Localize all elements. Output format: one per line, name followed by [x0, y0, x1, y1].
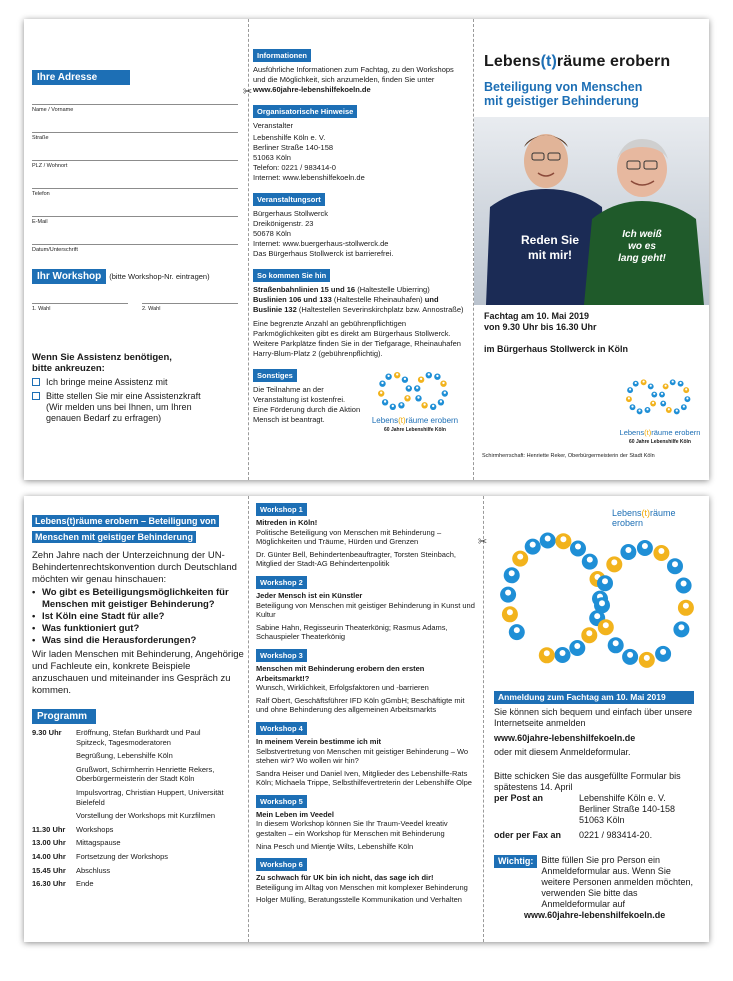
logo-figure-head-icon — [643, 380, 645, 382]
workshop-people: Sabine Hahn, Regisseurin Theaterkönig; Rasmus Adams, Schauspieler Theaterkönig — [256, 622, 448, 642]
important-url[interactable]: www.60jahre-lebenshilfekoeln.de — [524, 910, 666, 920]
program-item: Workshops — [76, 824, 114, 834]
logo-tag-years: 60 Jahre — [629, 439, 650, 445]
logo-figure-head-icon — [599, 600, 605, 606]
workshop-people: Ralf Obert, Geschäftsführer IFD Köln gGmbH; Beschäftigte mit und ohne Behinderung des allgemeinen Arbeitsmarkts — [256, 695, 465, 715]
logo-figure-head-icon — [658, 548, 664, 554]
workshop-desc: Beteiligung von Menschen mit geistiger Behinderung in Kunst und Kultur — [256, 600, 475, 620]
registration-heading: Anmeldung zum Fachtag am 10. Mai 2019 — [494, 691, 694, 704]
tram-lines: Straßenbahnlinien 15 und 16 — [253, 285, 356, 294]
bullet-icon: • — [32, 587, 36, 598]
workshop-label: Workshop 4 — [256, 722, 307, 735]
logo-figure-head-icon — [681, 581, 687, 587]
logo-figure-head-icon — [545, 536, 551, 542]
workshop-title: Jeder Mensch ist ein Künstler — [256, 590, 363, 600]
program-row — [32, 838, 244, 848]
org-line: Telefon: 0221 / 983414-0 — [253, 163, 336, 172]
zip-city-field[interactable] — [32, 133, 238, 169]
logo-figure-head-icon — [668, 408, 670, 410]
logo-word: Lebens — [371, 416, 399, 425]
workshop-5 — [256, 791, 478, 851]
program-row — [32, 866, 244, 876]
logo-figure-head-icon — [417, 396, 419, 398]
registration-deadline: Bitte schicken Sie das ausgefüllte Formular bis spätestens 14. April — [494, 771, 681, 792]
logo-figure-head-icon — [442, 382, 444, 384]
logo-word: Lebens — [619, 428, 645, 437]
workshop-people: Sandra Heiser und Daniel Iven, Mitglieder des Lebenshilfe-Rats Köln; Michaela Trippe, Selbsthilfevertreterin der Lebenshilfe Olpe — [256, 768, 472, 788]
logo-figure-head-icon — [514, 627, 520, 633]
cover-title — [484, 53, 709, 71]
slogan-line: Ich weiß — [622, 229, 662, 240]
workshop-title: Mein Leben im Veedel — [256, 809, 334, 819]
logo-figure-head-icon — [586, 630, 592, 636]
logo-figure-head-icon — [416, 387, 418, 389]
assist-own-checkbox[interactable] — [32, 377, 238, 388]
logo-figure-head-icon — [680, 382, 682, 384]
logo-figure-head-icon — [420, 378, 422, 380]
title-part: Lebens — [484, 53, 541, 70]
fax-row — [494, 830, 702, 841]
question-item — [32, 611, 244, 623]
workshop-3 — [256, 645, 478, 715]
logo-figure-head-icon — [381, 382, 383, 384]
bullet-icon: • — [32, 611, 36, 622]
logo-word: räume erobern — [651, 428, 701, 437]
logo-figure-head-icon — [440, 400, 442, 402]
logo-figure-head-icon — [642, 543, 648, 549]
workshop-2 — [256, 572, 478, 642]
misc-text: Die Teilnahme an der Veranstaltung ist kostenfrei. Eine Förderung durch die Aktion Mensch ist beantragt. — [253, 385, 361, 424]
org-line: Internet: www.lebenshilfekoeln.de — [253, 173, 365, 182]
org-heading: Organisatorische Hinweise — [253, 105, 357, 118]
logo-ring-icon — [494, 508, 699, 678]
logo-figure-head-icon — [392, 405, 394, 407]
logo-figure-head-icon — [509, 570, 515, 576]
logo-figure-head-icon — [436, 375, 438, 377]
logo-figure-head-icon — [560, 650, 566, 656]
workshop-heading: Ihr Workshop — [32, 269, 106, 284]
bus-line — [253, 295, 465, 315]
slogan-line: lang geht! — [618, 253, 666, 264]
event-date: Fachtag am 10. Mai 2019 — [484, 311, 590, 321]
cover-subtitle — [484, 80, 709, 108]
checkbox-icon[interactable] — [32, 378, 40, 386]
logo-figure-head-icon — [646, 408, 648, 410]
intro-closing: Wir laden Menschen mit Behinderung, Angehörige und Fachleute ein, konkrete Beispiele anzuschauen und miteinander ins Gespräch zu kommen. — [32, 649, 244, 696]
registration-form-panel — [24, 19, 248, 480]
logo-figure-head-icon — [423, 403, 425, 405]
logo-figure-head-icon — [587, 557, 593, 563]
logo-figure-head-icon — [660, 649, 666, 655]
workshop-title: Zu schwach für UK bin ich nicht, das sage ich dir! — [256, 873, 434, 883]
subtitle-line: mit geistiger Behinderung — [484, 94, 639, 108]
venue-line: 50678 Köln — [253, 229, 291, 238]
logo-figure-head-icon — [384, 400, 386, 402]
important-note — [494, 855, 702, 910]
program-item: Begrüßung, Lebenshilfe Köln — [76, 751, 173, 761]
flyer-inside — [24, 496, 709, 942]
program-heading: Programm — [32, 709, 96, 724]
program-item: Fortsetzung der Workshops — [76, 851, 168, 861]
workshop-desc: In diesem Workshop können Sie Ihr Traum-Veedel kreativ gestalten – ein Workshop für Menschen mit Behinderung — [256, 819, 448, 839]
org-line: Veranstalter — [253, 121, 294, 130]
bullet-icon: • — [32, 623, 36, 634]
fax-number: 0221 / 983414-20. — [579, 830, 653, 840]
bus-lines: Buslinien 106 und 133 — [253, 295, 332, 304]
logo-figure-head-icon — [629, 388, 631, 390]
logo-word: räume erobern — [405, 416, 459, 425]
phone-field[interactable] — [32, 161, 238, 197]
slogan-line: Reden Sie — [520, 233, 580, 247]
field-label: 1. Wahl — [32, 306, 51, 312]
workshop-title: Mitreden in Köln! — [256, 518, 318, 527]
program-item: Vorstellung der Workshops mit Kurzfilmen — [76, 811, 216, 821]
logo-figure-head-icon — [686, 397, 688, 399]
big-logo — [494, 508, 699, 678]
patron-line: Schirmherrschaft: Henriette Reker, Oberbürgermeisterin der Stadt Köln — [482, 453, 655, 459]
post-line: Berliner Straße 140-158 — [579, 804, 676, 814]
event-venue: im Bürgerhaus Stollwerck in Köln — [484, 344, 629, 354]
org-line: 51063 Köln — [253, 153, 291, 162]
workshop-label: Workshop 1 — [256, 503, 307, 516]
field-label: Name / Vorname — [32, 107, 74, 113]
title-part: räume erobern — [556, 53, 671, 70]
logo-wordmark — [612, 508, 699, 528]
logo-figure-head-icon — [432, 405, 434, 407]
fax-label: oder per Fax an — [494, 830, 562, 840]
registration-panel — [492, 496, 704, 942]
program-item: Mittagspause — [76, 838, 121, 848]
logo-figure-head-icon — [611, 559, 617, 565]
program-row — [32, 728, 244, 821]
intro-panel — [32, 496, 244, 942]
cover-panel — [474, 19, 709, 480]
logo-figure-head-icon — [517, 554, 523, 560]
logo-figure-head-icon — [408, 387, 410, 389]
cover-logo — [614, 365, 706, 445]
logo-figure-head-icon — [661, 393, 663, 395]
logo-figure-head-icon — [505, 590, 511, 596]
scissors-icon: ✂ — [243, 85, 253, 98]
option-label: Bitte stellen Sie mir eine Assistenzkraft (Wir melden uns bei Ihnen, um Ihren genauen Bedarf zu erfragen) — [46, 391, 201, 423]
program-time: 9.30 Uhr — [32, 728, 62, 737]
logo-figure-head-icon — [560, 536, 566, 542]
program-item: Eröffnung, Stefan Burkhardt und Paul Spitzeck, Tagesmoderatoren — [76, 728, 201, 747]
venue-line: Internet: www.buergerhaus-stollwerck.de — [253, 239, 389, 248]
logo-figure-head-icon — [650, 385, 652, 387]
misc-heading: Sonstiges — [253, 369, 297, 382]
post-lines — [579, 793, 675, 826]
logo-figure-head-icon — [428, 373, 430, 375]
post-line: Lebenshilfe Köln e. V. — [579, 793, 666, 803]
logo-tag — [365, 427, 465, 433]
workshop-title: Menschen mit Behinderung erobern den ersten Arbeitsmarkt!? — [256, 663, 425, 683]
venue-heading: Veranstaltungsort — [253, 193, 325, 206]
cover-photo — [474, 117, 709, 305]
street-field[interactable] — [32, 105, 238, 141]
question-item — [32, 587, 244, 611]
logo-figure-head-icon — [530, 542, 536, 548]
logo-ring-icon — [365, 365, 465, 413]
intro-title: Lebens(t)räume erobern – Beteiligung von Menschen mit geistiger Behinderung — [32, 515, 219, 543]
workshop-desc: Beteiligung im Alltag von Menschen mit komplexer Behinderung — [256, 882, 468, 892]
assist-request-checkbox[interactable] — [32, 391, 238, 424]
logo-figure-head-icon — [400, 403, 402, 405]
logo-figure-head-icon — [602, 578, 608, 584]
info-panel — [253, 19, 473, 480]
venue-line: Bürgerhaus Stollwerck — [253, 209, 329, 218]
logo-figure-head-icon — [628, 397, 630, 399]
logo-word: (t) — [644, 428, 652, 437]
assist-question: Wenn Sie Assistenz benötigen, — [32, 352, 172, 363]
info-url[interactable]: www.60jahre-lebenshilfekoeln.de — [253, 85, 371, 94]
intro-lead: Zehn Jahre nach der Unterzeichnung der UN-Behindertenrechtskonvention durch Deutschland möchten wir genau hinschauen: — [32, 550, 237, 585]
bus-lines: und Buslinie 132 — [253, 295, 439, 314]
title-part: (t) — [540, 53, 557, 70]
logo-figure-head-icon — [653, 393, 655, 395]
logo-word: (t) — [641, 508, 651, 518]
logo-figure-head-icon — [444, 392, 446, 394]
workshop-people: Holger Mülling, Beratungsstelle Kommunikation und Verhalten — [256, 895, 462, 905]
post-line: 51063 Köln — [579, 815, 625, 825]
logo-ring-icon — [614, 365, 706, 425]
workshop-people: Dr. Günter Bell, Behindertenbeauftragter, Torsten Steinbach, Mitglied der Stadt-AG Behindertenpolitik — [256, 549, 456, 569]
field-label: Datum/Unterschrift — [32, 247, 78, 253]
logo-figure-head-icon — [627, 652, 633, 658]
name-field[interactable] — [32, 89, 238, 113]
question-item — [32, 635, 244, 647]
logo-figure-head-icon — [652, 402, 654, 404]
subtitle-line: Beteiligung von Menschen — [484, 80, 643, 94]
workshop-people: Nina Pesch und Mientje Wilts, Lebenshilfe Köln — [256, 841, 414, 851]
logo-word: Lebens — [612, 508, 642, 518]
workshop-choice-2[interactable] — [142, 288, 238, 312]
logo-figure-head-icon — [613, 640, 619, 646]
venue-line: Das Bürgerhaus Stollwerck ist barrierefrei. — [253, 249, 394, 258]
logo-figure-head-icon — [406, 396, 408, 398]
logo-figure-head-icon — [685, 388, 687, 390]
logo-figure-head-icon — [544, 650, 550, 656]
question-list — [32, 587, 244, 647]
question-item — [32, 623, 244, 635]
logo-tag-org: Lebenshilfe Köln — [650, 439, 691, 445]
slogan-line: mit mir! — [527, 248, 572, 262]
logo-figure-head-icon — [380, 392, 382, 394]
scissors-icon: ✂ — [478, 535, 488, 548]
question-text: Was funktioniert gut? — [42, 623, 140, 634]
slogan-line: wo es — [628, 241, 656, 252]
logo-word: räume erobern — [612, 508, 676, 528]
program-time: 13.00 Uhr — [32, 838, 66, 848]
logo-figure-head-icon — [575, 544, 581, 550]
checkbox-icon[interactable] — [32, 392, 40, 400]
bus-stop: (Haltestelle Rheinauhafen) — [333, 295, 423, 304]
workshops-panel — [256, 496, 478, 942]
workshop-label: Workshop 2 — [256, 576, 307, 589]
bullet-icon: • — [32, 635, 36, 646]
question-text: Wo gibt es Beteiligungsmöglichkeiten für Menschen mit geistiger Behinderung? — [42, 587, 229, 610]
workshop-desc: Wunsch, Wirklichkeit, Erfolgsfaktoren und -barrieren — [256, 683, 429, 693]
program-item: Ende — [76, 879, 94, 889]
logo-figure-head-icon — [644, 655, 650, 661]
workshop-label: Workshop 6 — [256, 858, 307, 871]
workshop-6 — [256, 854, 478, 905]
logo-wordmark — [365, 416, 465, 425]
question-text: Ist Köln eine Stadt für alle? — [42, 611, 165, 622]
logo-figure-head-icon — [507, 609, 513, 615]
workshop-1 — [256, 499, 478, 569]
info-text: Ausführliche Informationen zum Fachtag, zu den Workshops und die Möglichkeit, sich anzumelden, finden Sie unter — [253, 65, 454, 84]
logo-figure-head-icon — [404, 378, 406, 380]
info-heading: Informationen — [253, 49, 311, 62]
org-line: Lebenshilfe Köln e. V. — [253, 133, 326, 142]
flyer-outside — [24, 19, 709, 480]
workshop-hint: (bitte Workshop-Nr. eintragen) — [109, 272, 210, 281]
logo-figure-head-icon — [635, 382, 637, 384]
workshop-4 — [256, 718, 478, 788]
fold-line — [248, 496, 249, 942]
program-row — [32, 825, 244, 835]
post-address — [494, 793, 702, 826]
field-label: Telefon — [32, 191, 50, 197]
tram-stop: (Haltestelle Ubierring) — [357, 285, 430, 294]
shirt-slogan-left — [510, 233, 590, 263]
logo-figure-head-icon — [678, 624, 684, 630]
field-label: 2. Wahl — [142, 306, 161, 312]
logo-figure-head-icon — [638, 410, 640, 412]
important-text: Bitte füllen Sie pro Person ein Anmeldeformular aus. Wenn Sie weitere Personen anmelden möchten, verwenden Sie bitte das Anmeldeformular auf — [541, 855, 694, 909]
workshop-label: Workshop 5 — [256, 795, 307, 808]
logo-figure-head-icon — [594, 613, 600, 619]
venue-line: Dreikönigenstr. 23 — [253, 219, 314, 228]
field-label: Straße — [32, 135, 49, 141]
program-item: Abschluss — [76, 865, 111, 875]
important-label: Wichtig: — [494, 855, 537, 868]
logo-figure-head-icon — [665, 385, 667, 387]
logo-figure-head-icon — [662, 402, 664, 404]
question-text: Was sind die Herausforderungen? — [42, 635, 197, 646]
workshop-label: Workshop 3 — [256, 649, 307, 662]
bus-stop: (Haltestellen Severinskirchplatz bzw. Annostraße) — [298, 305, 464, 314]
program-item: Impulsvortrag, Christian Huppert, Universität Bielefeld — [76, 787, 224, 807]
email-field[interactable] — [32, 189, 238, 225]
workshop-desc: Politische Beteiligung von Menschen mit Behinderung – Möglichkeiten und Träume, Hürden und Grenzen — [256, 527, 442, 547]
event-time: von 9.30 Uhr bis 16.30 Uhr — [484, 322, 597, 332]
logo-figure-head-icon — [683, 405, 685, 407]
cover-photo-illustration — [474, 117, 709, 305]
logo-figure-head-icon — [603, 622, 609, 628]
address-heading: Ihre Adresse — [32, 70, 130, 85]
date-signature-field[interactable] — [32, 217, 238, 253]
workshop-desc: Selbstvertretung von Menschen mit geistiger Behinderung – Wo stehen wir? Wo wollen wir hin? — [256, 746, 469, 766]
program-item: Grußwort, Schirmherrin Henriette Rekers, Oberbürgermeisterin der Stadt Köln — [76, 764, 215, 784]
logo-figure-head-icon — [625, 547, 631, 553]
program-items — [76, 728, 226, 821]
logo-figure-head-icon — [672, 561, 678, 567]
program-time: 14.00 Uhr — [32, 851, 66, 861]
workshop-title: In meinem Verein bestimme ich mit — [256, 736, 382, 746]
logo-figure-head-icon — [672, 380, 674, 382]
program-time: 16.30 Uhr — [32, 879, 66, 889]
logo-figure-head-icon — [396, 373, 398, 375]
registration-text: Sie können sich bequem und einfach über unsere Internetseite anmelden — [494, 707, 693, 728]
travel-heading: So kommen Sie hin — [253, 269, 330, 282]
option-label: Ich bringe meine Assistenz mit — [46, 377, 168, 387]
org-line: Berliner Straße 140-158 — [253, 143, 334, 152]
logo-tag-org: Lebenshilfe Köln — [405, 427, 446, 433]
logo-figure-head-icon — [387, 375, 389, 377]
intro-title-wrap — [32, 512, 232, 544]
logo-word: (t) — [398, 416, 406, 425]
program-time: 11.30 Uhr — [32, 824, 66, 834]
shirt-slogan-right — [602, 229, 682, 265]
post-label: per Post an — [494, 793, 544, 803]
parking-text: Eine begrenzte Anzahl an gebührenpflichtigen Parkmöglichkeiten gibt es direkt am Bürgerhaus Stollwerck. Weitere Parkplätze finden Sie in der Tiefgarage, Rheinauhafen Harry-Blum-Platz 2 (gebührenpflichtig). — [253, 319, 461, 358]
logo-figure-head-icon — [683, 603, 689, 609]
field-label: E-Mail — [32, 219, 48, 225]
logo-figure-head-icon — [631, 405, 633, 407]
workshop-choice-1[interactable] — [32, 288, 128, 312]
assist-question: bitte ankreuzen: — [32, 363, 105, 374]
logo-figure-head-icon — [676, 410, 678, 412]
program-time: 15.45 Uhr — [32, 865, 66, 875]
program-list — [32, 728, 244, 889]
field-label: PLZ / Wohnort — [32, 163, 68, 169]
logo-wordmark — [614, 428, 706, 437]
logo-tag-years: 60 Jahre — [384, 427, 405, 433]
small-logo — [365, 365, 465, 433]
tram-line — [253, 285, 465, 295]
fold-line — [483, 496, 484, 942]
registration-url[interactable]: www.60jahre-lebenshilfekoeln.de — [494, 733, 636, 743]
logo-tag — [614, 439, 706, 445]
program-row — [32, 852, 244, 862]
logo-figure-head-icon — [574, 643, 580, 649]
program-row — [32, 879, 244, 889]
registration-text: oder mit diesem Anmeldeformular. — [494, 747, 631, 757]
